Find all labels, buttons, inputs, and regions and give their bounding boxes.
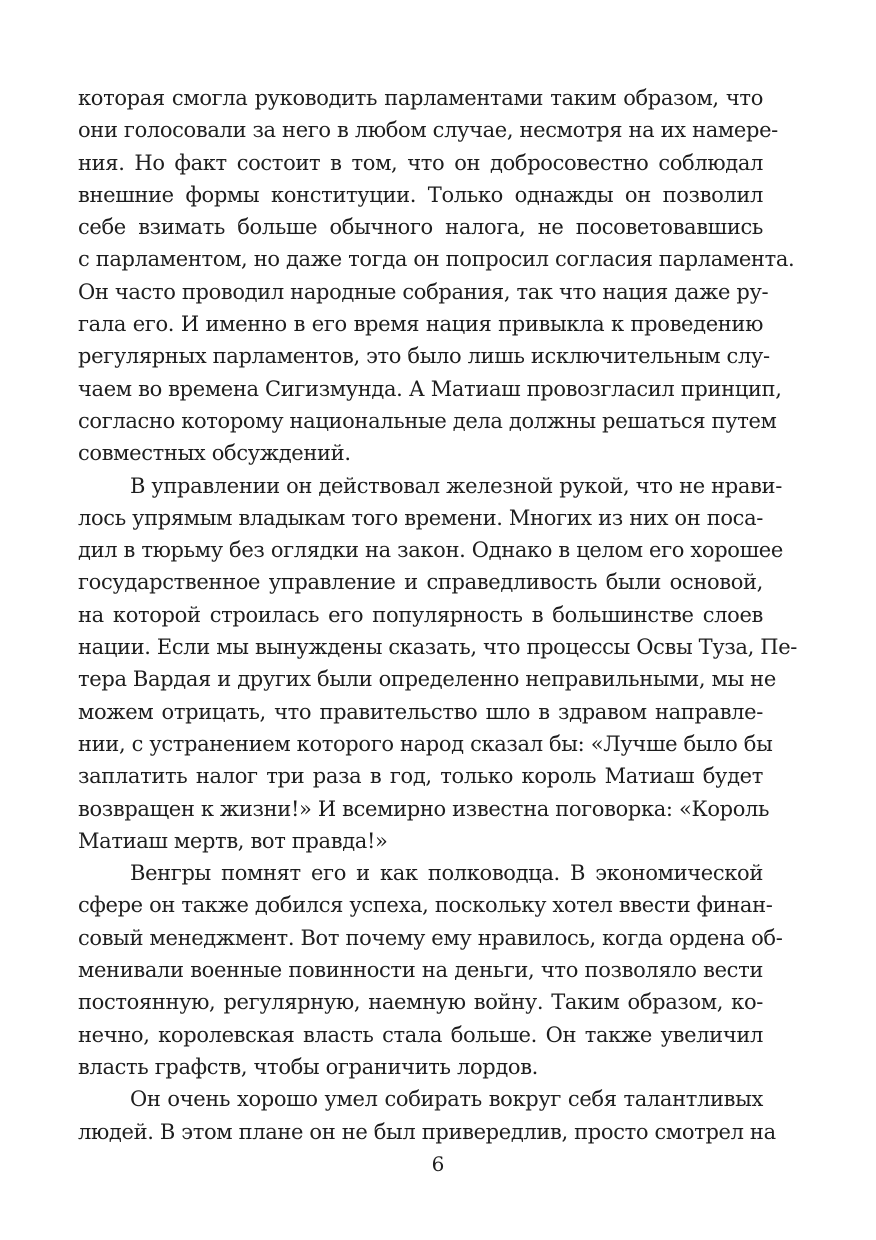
text-line: внешние формы конституции. Только однажды он позволил xyxy=(78,182,763,207)
text-line: Он очень хорошо умел собирать вокруг себя талантливых xyxy=(130,1087,763,1112)
text-line: сфере он также добился успеха, поскольку хотел ввести финан- xyxy=(78,893,773,918)
text-line: Матиаш мертв, вот правда!» xyxy=(78,828,388,853)
paragraph xyxy=(78,857,783,1083)
page-number: 6 xyxy=(431,1152,445,1176)
text-line: согласно которому национальные дела должны решаться путем xyxy=(78,408,777,433)
text-line: совый менеджмент. Вот почему ему нравилось, когда ордена об- xyxy=(78,925,783,950)
paragraph xyxy=(78,470,798,858)
text-line: гала его. И именно в его время нация привыкла к проведению xyxy=(78,312,763,337)
text-line: людей. В этом плане он не был привередлив, просто смотрел на xyxy=(78,1119,776,1144)
text-line: с парламентом, но даже тогда он попросил согласия парламента. xyxy=(78,247,795,272)
paragraph xyxy=(78,1083,776,1148)
text-line: государственное управление и справедливость были основой, xyxy=(78,570,763,595)
text-line: дил в тюрьму без оглядки на закон. Однако в целом его хорошее xyxy=(78,538,783,563)
text-line: которая смогла руководить парламентами таким образом, что xyxy=(78,86,763,110)
text-line: Он часто проводил народные собрания, так что нация даже ру- xyxy=(78,279,769,304)
text-line: нии, с устранением которого народ сказал бы: «Лучше было бы xyxy=(78,731,773,756)
text-line: тера Вардая и других были определенно неправильными, мы не xyxy=(78,667,776,692)
text-line: нации. Если мы вынуждены сказать, что процессы Освы Туза, Пе- xyxy=(78,635,798,660)
text-line: нечно, королевская власть стала больше. Он также увеличил xyxy=(78,1022,763,1047)
text-line: лось упрямым владыкам того времени. Многих из них он поса- xyxy=(78,505,763,530)
text-line: постоянную, регулярную, наемную войну. Таким образом, ко- xyxy=(78,990,763,1015)
text-line: возвращен к жизни!» И всемирно известна поговорка: «Король xyxy=(78,796,770,821)
text-line: менивали военные повинности на деньги, что позволяло вести xyxy=(78,958,763,983)
text-line: ния. Но факт состоит в том, что он добросовестно соблюдал xyxy=(78,150,763,175)
text-line: себе взимать больше обычного налога, не посоветовавшись xyxy=(78,215,763,240)
text-line: совместных обсуждений. xyxy=(78,441,351,466)
text-line: власть графств, чтобы ограничить лордов. xyxy=(78,1054,539,1079)
text-line: на которой строилась его популярность в большинстве слоев xyxy=(78,602,763,627)
text-line: Венгры помнят его и как полководца. В экономической xyxy=(130,861,763,886)
text-line: чаем во времена Сигизмунда. А Матиаш провозгласил принцип, xyxy=(78,376,782,401)
page-body xyxy=(78,82,798,1148)
text-line: заплатить налог три раза в год, только король Матиаш будет xyxy=(78,764,763,789)
text-line: В управлении он действовал железной рукой, что не нрави- xyxy=(130,473,782,498)
text-line: регулярных парламентов, это было лишь исключительным слу- xyxy=(78,344,770,369)
text-line: они голосовали за него в любом случае, несмотря на их намере- xyxy=(78,118,778,143)
text-line: можем отрицать, что правительство шло в здравом направле- xyxy=(78,699,763,724)
paragraph xyxy=(78,82,795,470)
